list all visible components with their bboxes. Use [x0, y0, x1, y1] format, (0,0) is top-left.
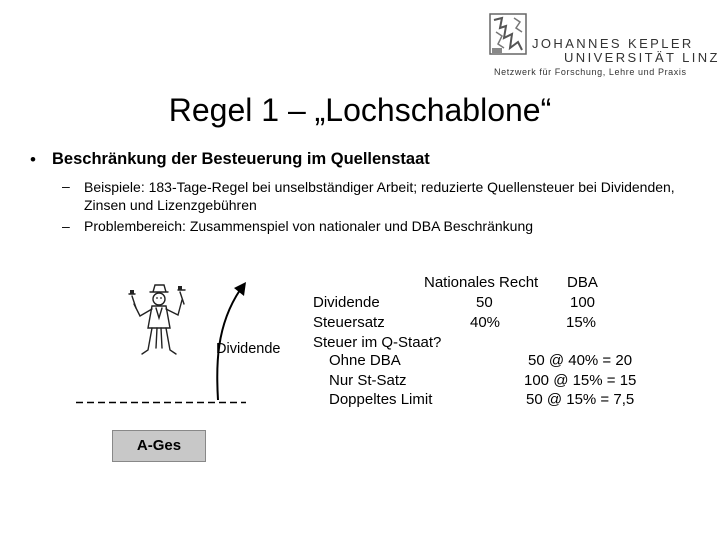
row-label-tax-rate: Steuersatz	[313, 314, 385, 331]
dash-icon: –	[62, 218, 70, 234]
main-bullet-text: Beschränkung der Besteuerung im Quellenstaat	[52, 150, 430, 168]
logo-tagline: Netzwerk für Forschung, Lehre und Praxis	[494, 67, 687, 77]
dash-icon: –	[62, 178, 70, 194]
bullet-icon: •	[30, 150, 36, 169]
investor-person-icon	[126, 282, 192, 360]
sub-bullet-problem-area: Problembereich: Zusammenspiel von nationaler und DBA Beschränkung	[84, 218, 534, 234]
company-box: A-Ges	[112, 430, 206, 462]
logo-line-2: UNIVERSITÄT LINZ	[564, 50, 720, 65]
double-limit-calculation: 50 @ 15% = 7,5	[526, 391, 635, 408]
row-label-tax-in-source-state: Steuer im Q-Staat?	[313, 334, 442, 351]
dividend-national-value: 50	[476, 294, 493, 311]
sub-bullet-examples: Beispiele: 183-Tage-Regel bei unselbständiger Arbeit; reduzierte Quellensteuer bei Dividenden, Zinsen und Lizenzgebühren	[84, 179, 675, 213]
tax-rate-national-value: 40%	[470, 314, 501, 331]
tax-rate-dba-value: 15%	[566, 314, 597, 331]
logo-line-1: JOHANNES KEPLER	[532, 36, 694, 51]
column-header-dba: DBA	[567, 274, 598, 291]
column-header-national-law: Nationales Recht	[424, 274, 539, 291]
row-label-rate-only: Nur St-Satz	[329, 372, 407, 389]
row-label-dividend: Dividende	[313, 294, 380, 311]
university-logo	[484, 12, 720, 77]
without-dba-calculation: 50 @ 40% = 20	[528, 352, 633, 369]
row-label-double-limit: Doppeltes Limit	[329, 391, 433, 408]
dividend-dba-value: 100	[570, 294, 596, 311]
row-label-without-dba: Ohne DBA	[329, 352, 401, 369]
state-border-dashed-line	[76, 401, 246, 404]
university-crest-icon	[488, 12, 528, 56]
slide-title: Regel 1 – „Lochschablone“	[168, 92, 552, 128]
dividend-arrow-label: Dividende	[216, 341, 281, 357]
rate-only-calculation: 100 @ 15% = 15	[524, 372, 637, 389]
